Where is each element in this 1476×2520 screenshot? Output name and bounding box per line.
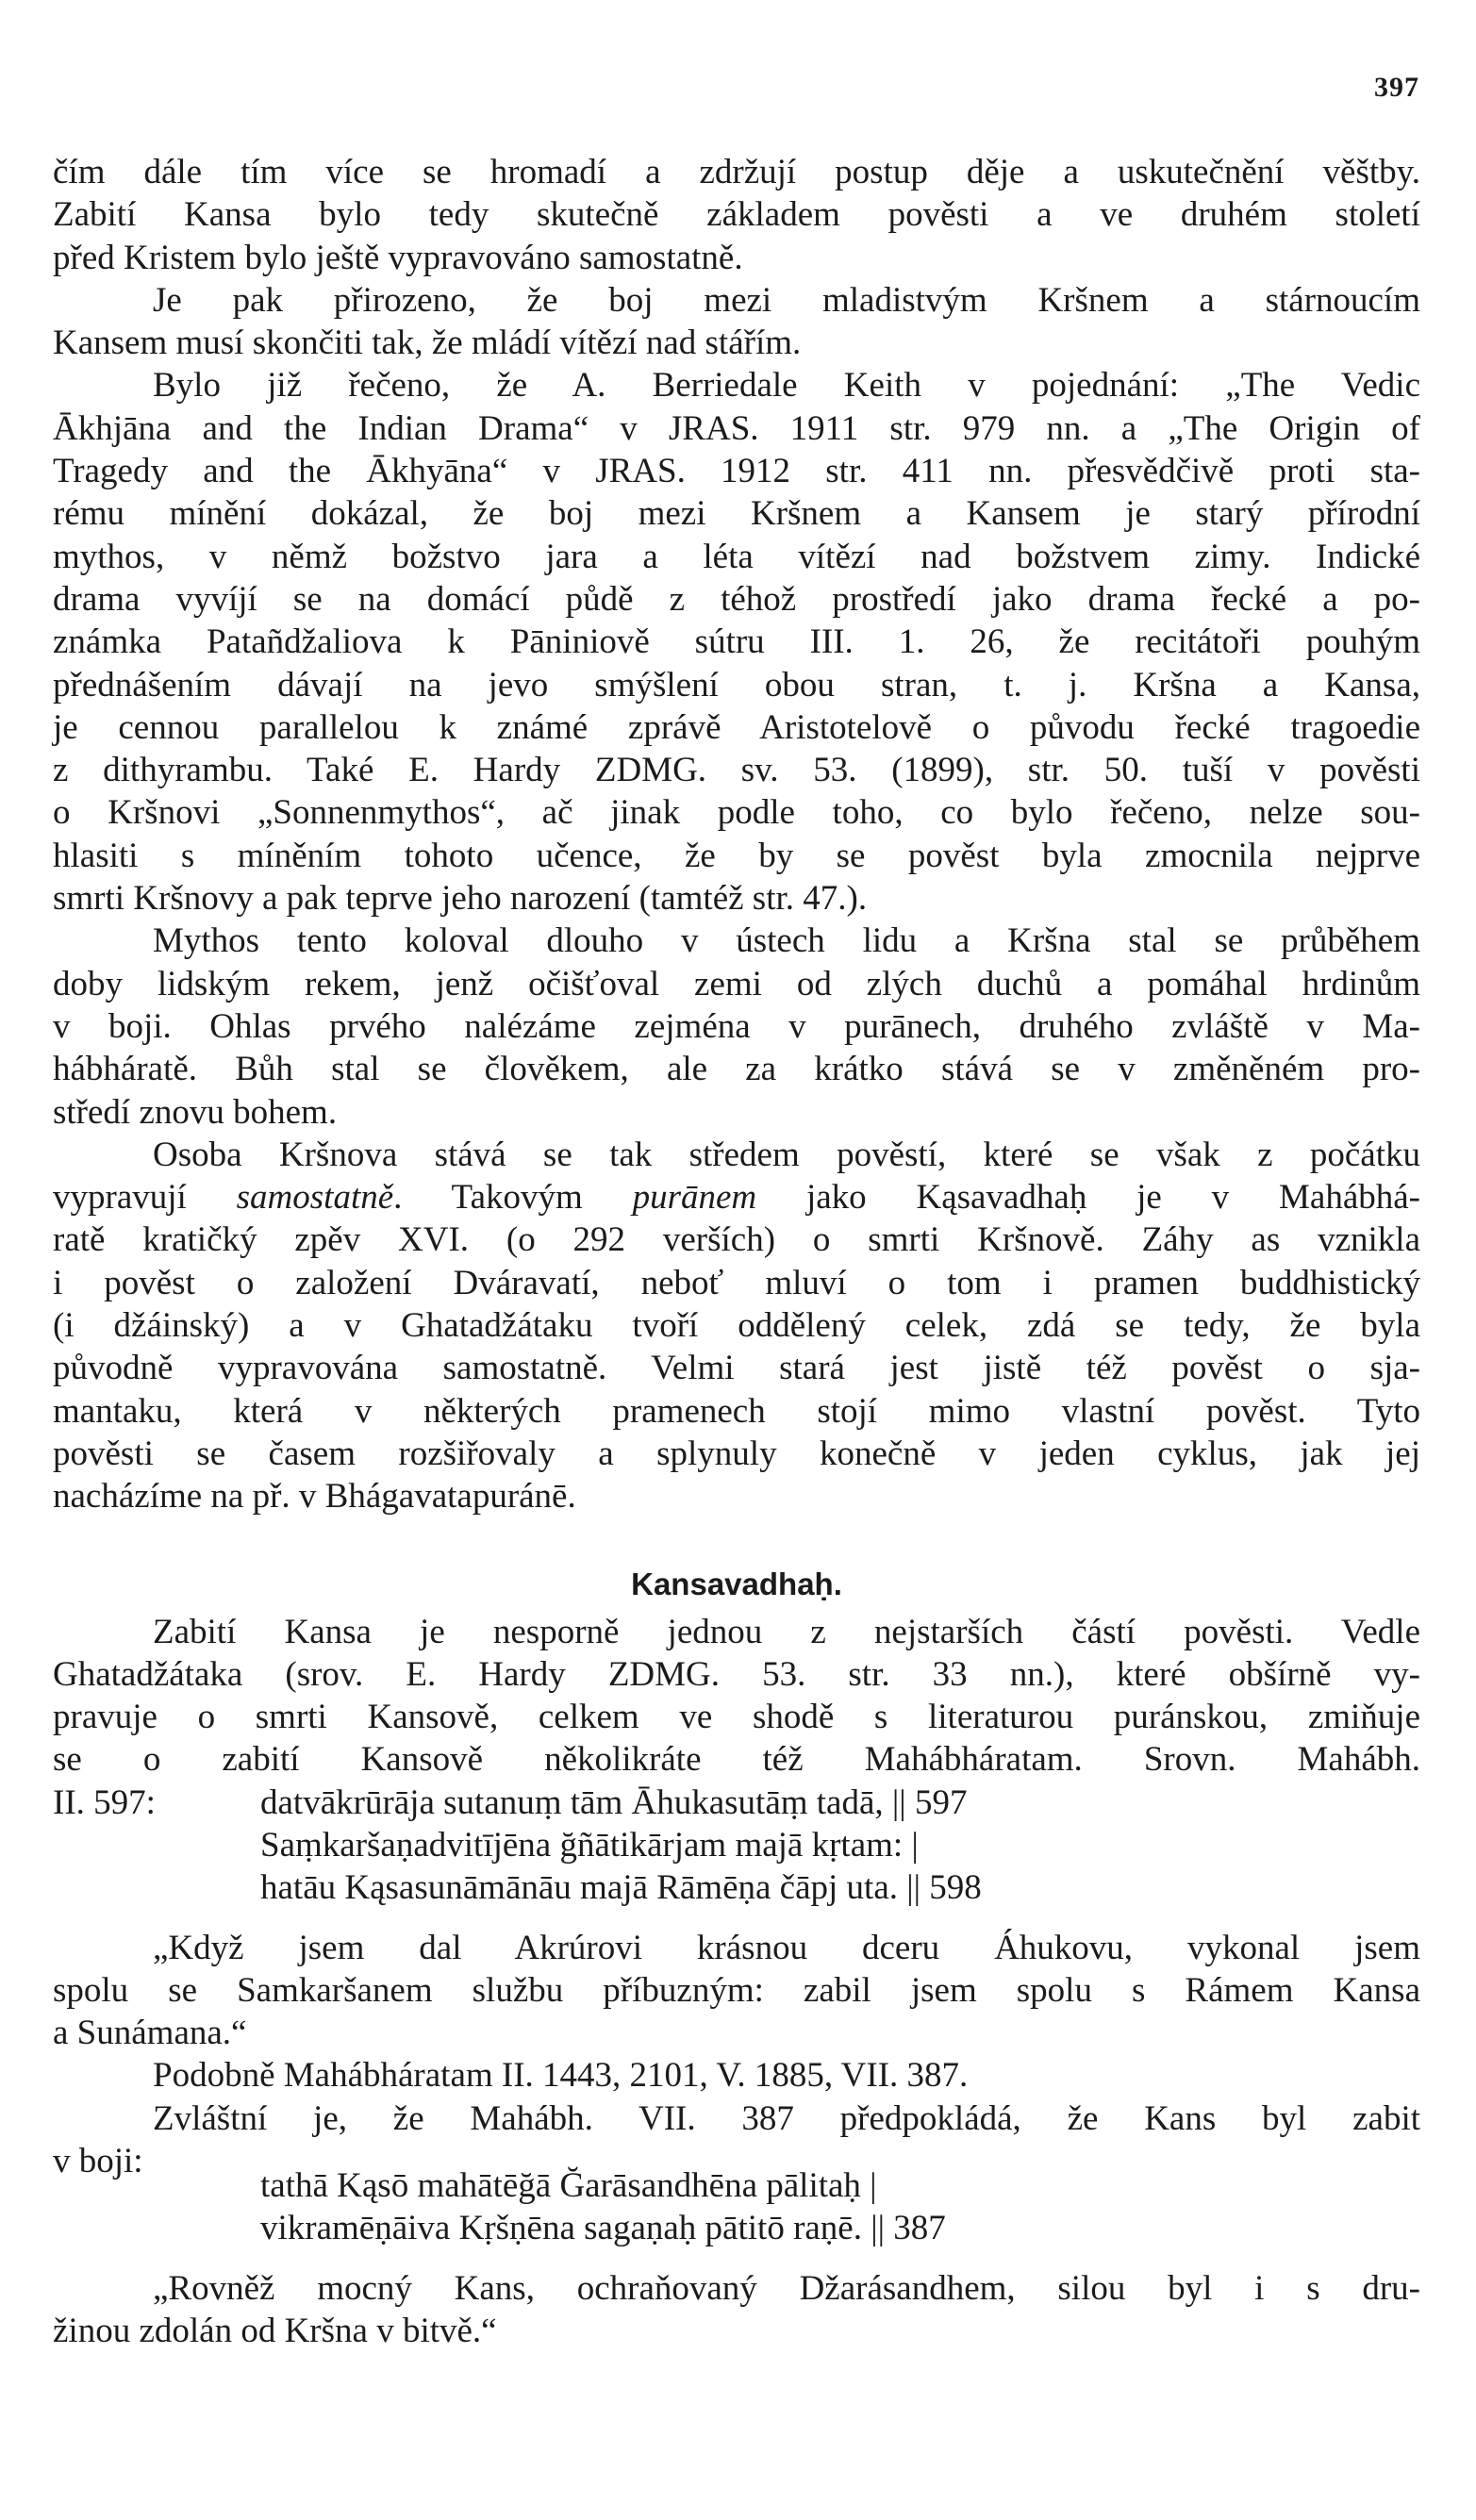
page-body — [53, 151, 1420, 2352]
translation-line: „Rovněž mocný Kans, ochraňovaný Džarásandhem, silou byl i s dru- — [153, 2268, 1420, 2308]
text-line: pravuje o smrti Kansově, celkem ve shodě s literaturou puránskou, zmiňuje — [53, 1698, 1420, 1737]
verse-block — [53, 2140, 1420, 2250]
text-line: pověsti se časem rozšiřovaly a splynuly konečně v jeden cyklus, jak jej — [53, 1434, 1420, 1473]
translation-line: „Když jsem dal Akrúrovi krásnou dceru Áhukovu, vykonal jsem — [153, 1928, 1420, 1967]
text-line: Zabití Kansa bylo tedy skutečně základem pověsti a ve druhém století — [53, 195, 1420, 235]
text-run: jako Kąsavadhaḥ je v Mahábhá- — [756, 1178, 1420, 1218]
paragraph-start: Podobně Mahábháratam II. 1443, 2101, V. 1885, VII. 387. — [153, 2056, 969, 2096]
verse-block — [53, 1782, 1420, 1910]
verse-line: tathā Kąsō mahātēğā Ğarāsandhēna pālitaḥ | — [260, 2166, 877, 2206]
text-line: původně vypravována samostatně. Velmi stará jest jistě též pověst o sja- — [53, 1349, 1420, 1388]
text-line: středí znovu bohem. — [53, 1092, 338, 1132]
text-line: doby lidským rekem, jenž očišťoval zemi od zlých duchů a pomáhal hrdinům — [53, 964, 1420, 1003]
verse-line: Saṃkaršaṇadvitījēna ğñātikārjam majā kṛtam: | — [260, 1825, 919, 1865]
text-line: Kansem musí skončiti tak, že mládí vítězí nad stářím. — [53, 323, 802, 363]
translation-line: a Sunámana.“ — [53, 2014, 247, 2053]
translation-line: žinou zdolán od Kršna v bitvě.“ — [53, 2311, 497, 2350]
text-line: z dithyrambu. Také E. Hardy ZDMG. sv. 53. (1899), str. 50. tuší v pověsti — [53, 751, 1420, 790]
paragraph-start: Zabití Kansa je nesporně jednou z nejstarších částí pověsti. Vedle — [153, 1612, 1420, 1651]
text-line: známka Patañdžaliova k Pāniniově sútru III. 1. 26, že recitátoři pouhým — [53, 622, 1420, 662]
text-line: Ākhjāna and the Indian Drama“ v JRAS. 1911 str. 979 nn. a „The Origin of — [53, 408, 1420, 448]
text-line: hlasiti s míněním tohoto učence, že by se pověst byla zmocnila nejprve — [53, 836, 1420, 875]
section-heading: Kansavadhaḥ. — [631, 1566, 842, 1601]
verse-lead: v boji: — [53, 2142, 143, 2181]
text-line: v boji. Ohlas prvého nalézáme zejména v purānech, druhého zvláště v Ma- — [53, 1006, 1420, 1046]
text-line: nacházíme na př. v Bhágavatapuránē. — [53, 1477, 576, 1517]
text-line: ratě kratičký zpěv XVI. (o 292 verších) o smrti Kršnově. Záhy as vznikla — [53, 1220, 1420, 1260]
text-line-italic-mix — [53, 1176, 1420, 1219]
text-line: drama vyvíjí se na domácí půdě z téhož prostředí jako drama řecké a po- — [53, 579, 1420, 619]
text-line: smrti Kršnovy a pak teprve jeho narození (tamtéž str. 47.). — [53, 879, 868, 919]
text-line: Ghatadžátaka (srov. E. Hardy ZDMG. 53. str. 33 nn.), které obšírně vy- — [53, 1654, 1420, 1694]
text-line: mantaku, která v některých pramenech stojí mimo vlastní pověst. Tyto — [53, 1391, 1420, 1431]
text-line: čím dále tím více se hromadí a zdržují postup děje a uskutečnění věštby. — [53, 153, 1420, 191]
text-line: (i džáinský) a v Ghatadžátaku tvoří oddělený celek, zdá se tedy, že byla — [53, 1306, 1420, 1346]
paragraph-start: Mythos tento koloval dlouho v ústech lidu a Kršna stal se průběhem — [153, 921, 1420, 961]
translation-line: spolu se Samkaršanem službu příbuzným: zabil jsem spolu s Rámem Kansa — [53, 1970, 1420, 2010]
text-line: se o zabití Kansově několikráte též Mahábháratam. Srovn. Mahábh. — [53, 1740, 1420, 1780]
verse-line: vikramēṇāiva Kṛšṇēna sagaṇaḥ pātitō raṇē. || 387 — [260, 2209, 946, 2248]
paragraph-start: Bylo již řečeno, že A. Berriedale Keith v pojednání: „The Vedic — [153, 366, 1420, 406]
page-number: 397 — [1374, 72, 1419, 103]
text-line: i pověst o založení Dváravatí, neboť mluví o tom i pramen buddhistický — [53, 1263, 1420, 1302]
text-line: rému mínění dokázal, že boj mezi Kršnem a Kansem je starý přírodní — [53, 494, 1420, 534]
verse-line: datvākrūrāja sutanuṃ tām Āhukasutāṃ tadā, || 597 — [260, 1782, 968, 1822]
text-run: . Takovým — [393, 1178, 633, 1218]
italic-word: purānem — [632, 1178, 757, 1218]
text-line: Tragedy and the Ākhyāna“ v JRAS. 1912 str. 411 nn. přesvědčivě proti sta- — [53, 452, 1420, 491]
paragraph-start: Osoba Kršnova stává se tak středem pověstí, které se však z počátku — [153, 1135, 1420, 1174]
text-line: přednášením dávají na jevo smýšlení obou stran, t. j. Kršna a Kansa, — [53, 665, 1420, 705]
text-line: mythos, v němž božstvo jara a léta vítězí nad božstvem zimy. Indické — [53, 537, 1420, 576]
verse-line: hatāu Kąsasunāmānāu majā Rāmēṇa čāpj uta. || 598 — [260, 1868, 982, 1908]
italic-word: samostatně — [236, 1178, 394, 1218]
text-line: je cennou parallelou k známé zprávě Aristotelově o původu řecké tragoedie — [53, 707, 1420, 747]
paragraph-start: Zvláštní je, že Mahábh. VII. 387 předpokládá, že Kans byl zabit — [153, 2098, 1420, 2138]
text-line: hábháratě. Bůh stal se člověkem, ale za krátko stává se v změněném pro- — [53, 1050, 1420, 1089]
text-run: vypravují — [53, 1178, 237, 1218]
text-line: před Kristem bylo ještě vypravováno samostatně. — [53, 238, 743, 277]
paragraph-start: Je pak přirozeno, že boj mezi mladistvým Kršnem a stárnoucím — [153, 280, 1420, 320]
text-line: o Kršnovi „Sonnenmythos“, ač jinak podle toho, co bylo řečeno, nelze sou- — [53, 793, 1420, 833]
verse-reference: II. 597: — [53, 1782, 156, 1822]
